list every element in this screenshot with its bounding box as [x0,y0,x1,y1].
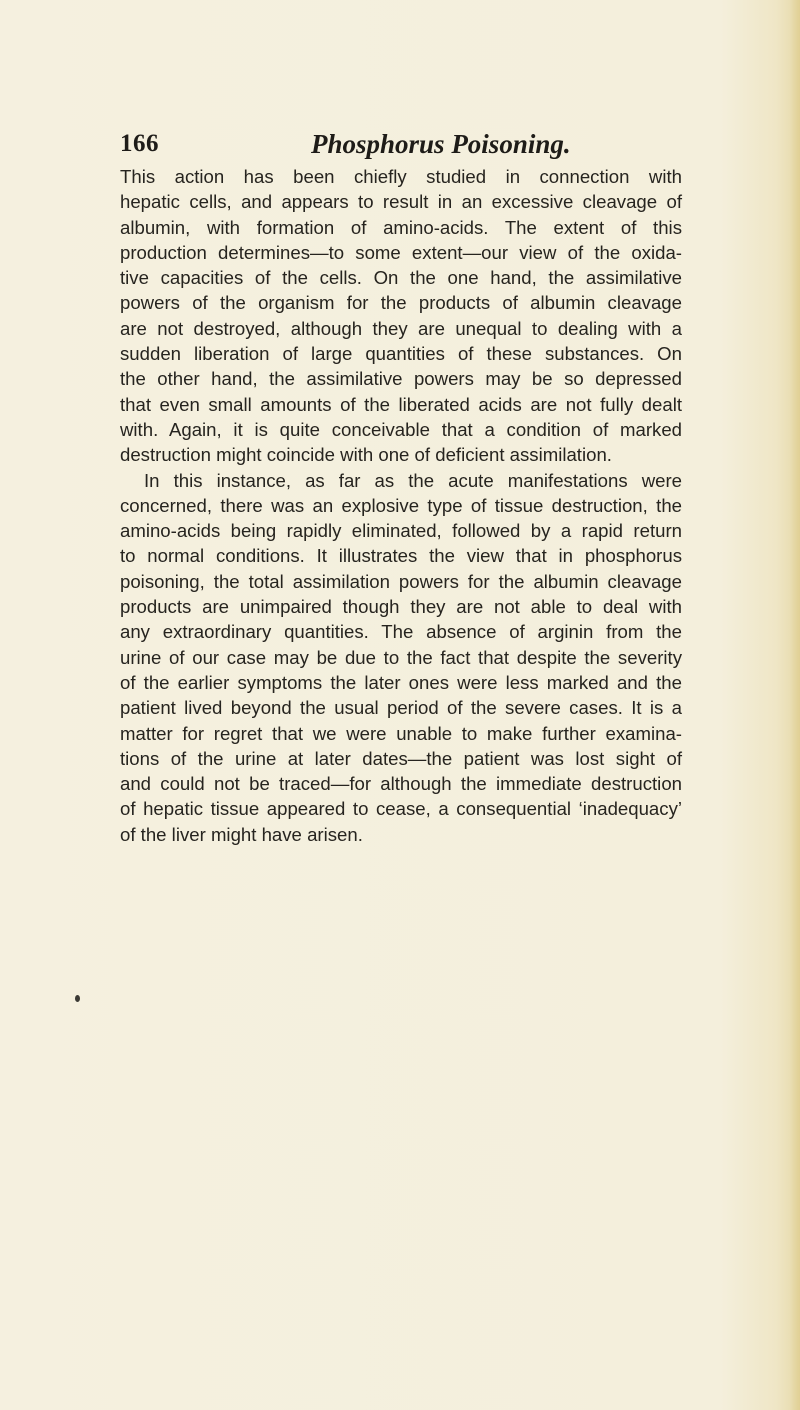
text-line: that even small amounts of the liberated acids are not fully dealt [120,393,682,415]
text-line: tive capacities of the cells. On the one hand, the assimilative [120,267,682,289]
text-line: This action has been chiefly studied in connection with [120,166,682,187]
text-line: urine of our case may be due to the fact that despite the severity [120,646,682,668]
text-line: production determines—to some extent—our view of the oxida- [120,241,682,263]
text-line: poisoning, the total assimilation powers for the albumin cleavage [120,570,682,592]
body-text [120,164,682,847]
text-line: of hepatic tissue appeared to cease, a consequential ‘inadequacy’ [120,798,682,820]
text-line: destruction might coincide with one of deficient assimilation. [120,444,612,466]
text-line: In this instance, as far as the acute manifestations were [144,469,682,491]
text-line: concerned, there was an explosive type of tissue destruction, the [120,494,682,516]
text-line: amino-acids being rapidly eliminated, followed by a rapid return [120,520,682,542]
text-line: and could not be traced—for although the immediate destruction [120,773,682,795]
text-line: hepatic cells, and appears to result in an excessive cleavage of [120,191,682,213]
text-line: sudden liberation of large quantities of these substances. On [120,343,682,365]
text-line: powers of the organism for the products of albumin cleavage [120,292,682,314]
text-line: the other hand, the assimilative powers may be so depressed [120,368,682,390]
text-line: matter for regret that we were unable to make further examina- [120,722,682,744]
page-number: 166 [120,130,159,157]
text-line: with. Again, it is quite conceivable that a condition of marked [120,418,682,440]
text-line: to normal conditions. It illustrates the view that in phosphorus [120,545,682,567]
text-line: tions of the urine at later dates—the patient was lost sight of [120,747,682,769]
running-title: Phosphorus Poisoning. [311,129,571,159]
text-line: any extraordinary quantities. The absence of arginin from the [120,621,682,643]
page-edge-shadow [790,0,800,1410]
text-line: of the liver might have arisen. [120,823,363,845]
text-line: products are unimpaired though they are not able to deal with [120,596,682,618]
ink-speck [75,995,80,1002]
text-line: albumin, with formation of amino-acids. The extent of this [120,216,682,238]
text-line: patient lived beyond the usual period of the severe cases. It is a [120,697,682,719]
page-header [120,128,680,168]
text-line: of the earlier symptoms the later ones were less marked and the [120,671,682,693]
text-line: are not destroyed, although they are unequal to dealing with a [120,317,682,339]
